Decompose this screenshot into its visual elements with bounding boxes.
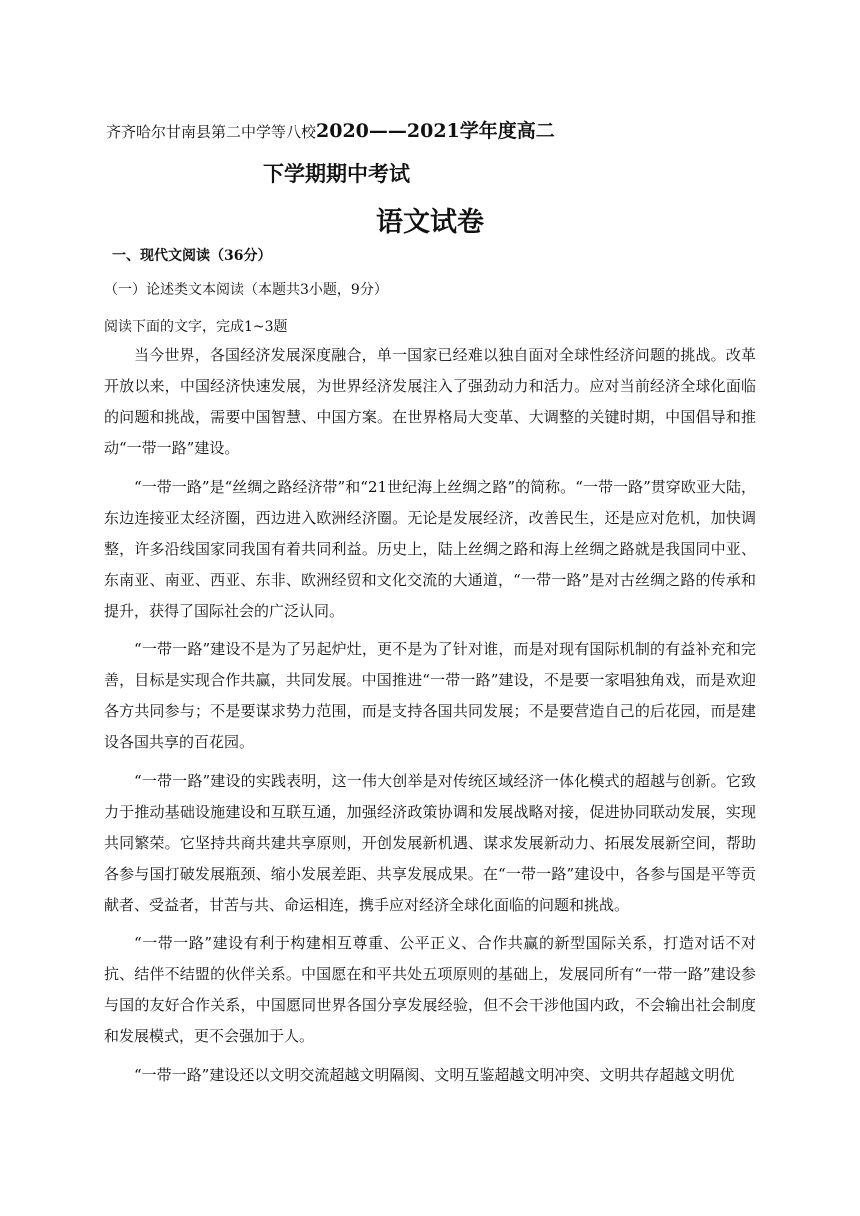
school-name: 齐齐哈尔甘南县第二中学等八校 xyxy=(106,123,317,141)
reading-passage xyxy=(104,340,756,1098)
grade-label: 学年度高二 xyxy=(459,120,555,142)
passage-paragraph: “一带一路”建设不是为了另起炉灶，更不是为了针对谁，而是对现有国际机制的有益补充和完善，目标是实现合作共赢，共同发展。中国推进“一带一路”建设，不是要一家唱独角戏，而是欢迎各方共同参与；不是要谋求势力范围，而是支持各国共同发展；不是要营造自己的后花园，而是建设各国共享的百花园。 xyxy=(104,640,756,751)
passage-paragraph: “一带一路”建设还以文明交流超越文明隔阂、文明互鉴超越文明冲突、文明共存超越文明优 xyxy=(134,1065,735,1084)
exam-title-line2: 下学期期中考试 xyxy=(263,161,410,186)
passage-paragraph: 当今世界，各国经济发展深度融合，单一国家已经难以独自面对全球性经济问题的挑战。改革开放以来，中国经济快速发展，为世界经济发展注入了强劲动力和活力。应对当前经济全球化面临的问题和挑战，需要中国智慧、中国方案。在世界格局大变革、大调整的关键时期，中国倡导和推动“一带一路”建设。 xyxy=(104,346,756,457)
passage-paragraph: “一带一路”是“丝绸之路经济带”和“21世纪海上丝绸之路”的简称。“一带一路”贯穿欧亚大陆，东边连接亚太经济圈，西边进入欧洲经济圈。无论是发展经济，改善民生，还是应对危机，加快调整，许多沿线国家同我国有着共同利益。历史上，陆上丝绸之路和海上丝绸之路就是我国同中亚、东南亚、南亚、西亚、东非、欧洲经贸和文化交流的大通道，“一带一路”是对古丝绸之路的传承和提升，获得了国际社会的广泛认同。 xyxy=(104,477,756,620)
section-heading: 一、现代文阅读（36分） xyxy=(112,248,272,264)
exam-title-line1 xyxy=(106,116,555,143)
passage-paragraph: “一带一路”建设有利于构建相互尊重、公平正义、合作共赢的新型国际关系，打造对话不对抗、结伴不结盟的伙伴关系。中国愿在和平共处五项原则的基础上，发展同所有“一带一路”建设参与国的友好合作关系，中国愿同世界各国分享发展经验，但不会干涉他国内政，不会输出社会制度和发展模式，更不会强加于人。 xyxy=(104,934,756,1045)
section-subheading: （一）论述类文本阅读（本题共3小题，9分） xyxy=(104,282,388,298)
passage-paragraph: “一带一路”建设的实践表明，这一伟大创举是对传统区域经济一体化模式的超越与创新。它致力于推动基础设施建设和互联互通，加强经济政策协调和发展战略对接，促进协同联动发展，实现共同繁荣。它坚持共商共建共享原则，开创发展新机遇、谋求发展新动力、拓展发展新空间，帮助各参与国打破发展瓶颈、缩小发展差距、共享发展成果。在“一带一路”建设中，各参与国是平等贡献者、受益者，甘苦与共、命运相连，携手应对经济全球化面临的问题和挑战。 xyxy=(104,771,756,914)
reading-instruction: 阅读下面的文字，完成1~3题 xyxy=(104,319,288,335)
school-year: 2020——2021 xyxy=(316,120,460,142)
exam-subject-title: 语文试卷 xyxy=(376,207,484,238)
